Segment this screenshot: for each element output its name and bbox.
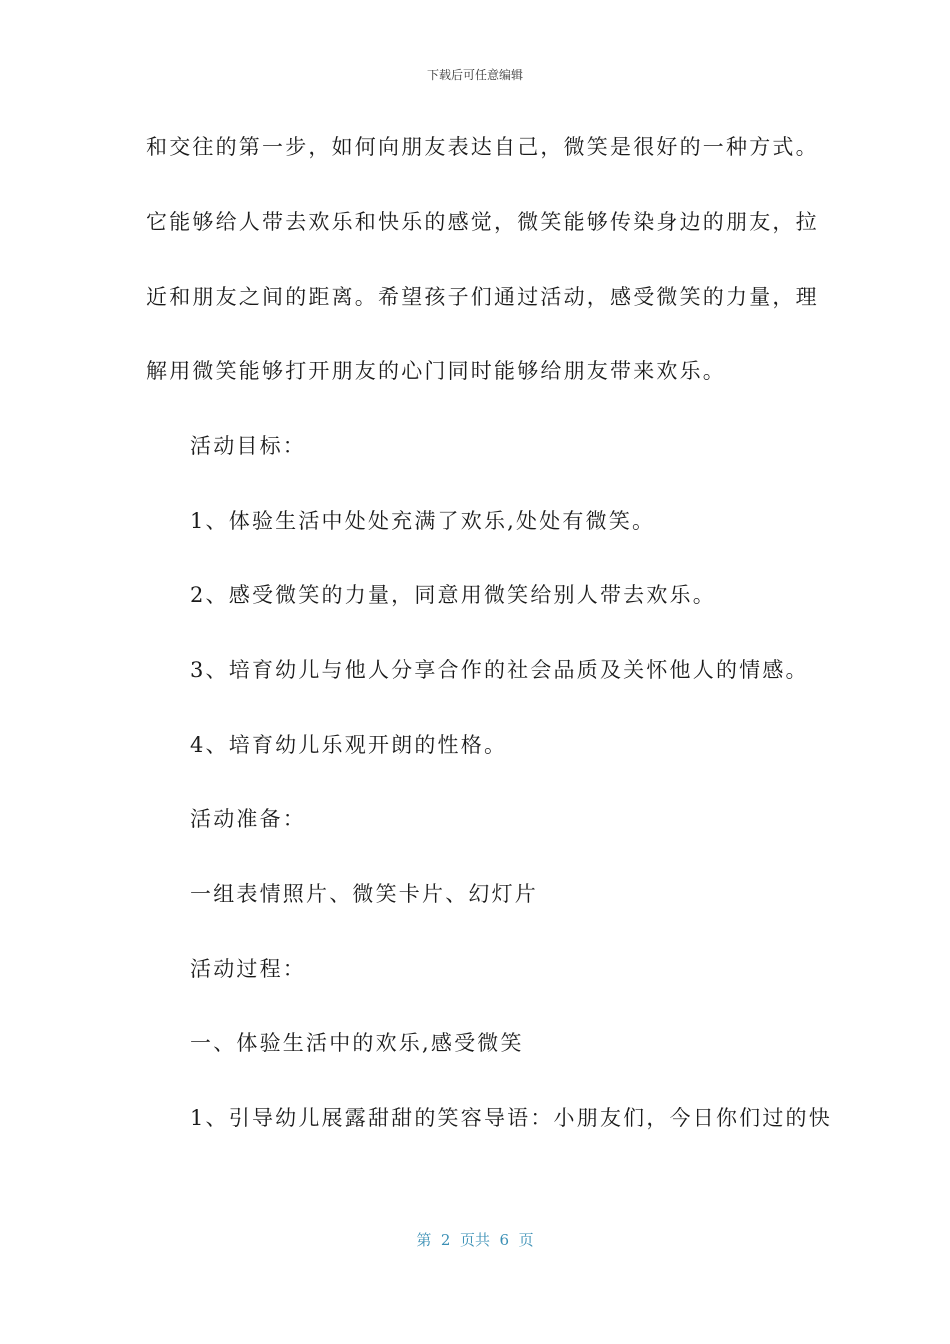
section-heading-goals: 活动目标：: [190, 434, 306, 458]
header-note: 下载后可任意编辑: [426, 68, 523, 82]
goal-item-3: 3、培育幼儿与他人分享合作的社会品质及关怀他人的情感。: [190, 658, 809, 682]
paragraph-line-4: 解用微笑能够打开朋友的心门同时能够给朋友带来欢乐。: [146, 359, 726, 383]
paragraph-line-2: 它能够给人带去欢乐和快乐的感觉，微笑能够传染身边的朋友，拉: [146, 210, 819, 234]
page-number: 第 2 页共 6 页: [416, 1231, 534, 1249]
section-heading-process: 活动过程：: [190, 957, 306, 981]
paragraph-line-3: 近和朋友之间的距离。希望孩子们通过活动，感受微笑的力量，理: [146, 285, 819, 309]
process-step-1: 1、引导幼儿展露甜甜的笑容导语：小朋友们，今日你们过的快: [190, 1106, 832, 1130]
goal-item-1: 1、体验生活中处处充满了欢乐,处处有微笑。: [190, 509, 656, 533]
preparation-text: 一组表情照片、微笑卡片、幻灯片: [190, 882, 538, 906]
process-step-heading: 一、体验生活中的欢乐,感受微笑: [190, 1031, 524, 1055]
goal-item-2: 2、感受微笑的力量，同意用微笑给别人带去欢乐。: [190, 583, 716, 607]
section-heading-preparation: 活动准备：: [190, 807, 306, 831]
paragraph-line-1: 和交往的第一步，如何向朋友表达自己，微笑是很好的一种方式。: [146, 135, 819, 159]
goal-item-4: 4、培育幼儿乐观开朗的性格。: [190, 733, 508, 757]
